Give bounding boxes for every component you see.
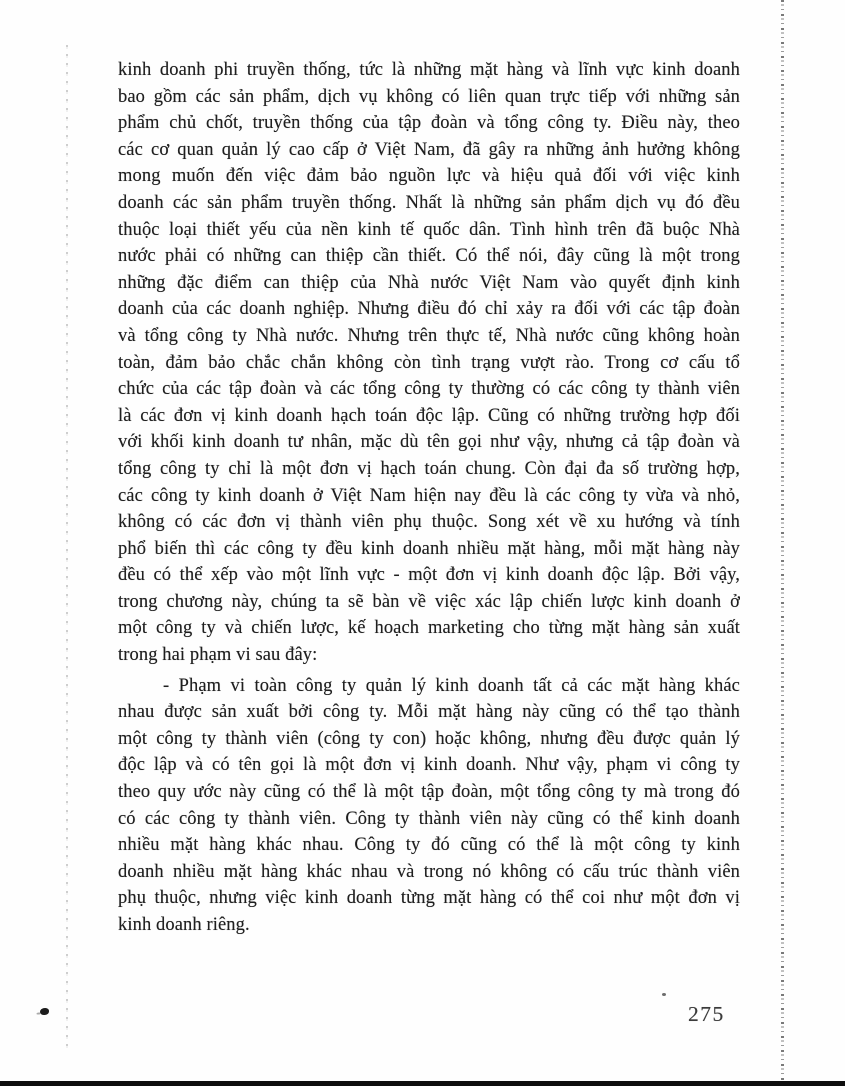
scan-artifact-right-speckle-band — [781, 0, 784, 1080]
text-line: theo quy ước này cũng có thể là một tập đoàn, một tổng công ty mà trong đó — [118, 782, 740, 803]
text-line: nhau được sản xuất bởi công ty. Mỗi mặt hàng này cũng có thể tạo thành — [118, 702, 740, 723]
text-line: kinh doanh riêng. — [118, 915, 250, 935]
scan-artifact-left-dotted-line — [66, 45, 68, 1050]
text-line: một công ty thành viên (công ty con) hoặc không, nhưng đều được quản lý — [118, 728, 740, 749]
text-line: tổng công ty chỉ là một đơn vị hạch toán chung. Còn đại đa số trường hợp, — [118, 458, 740, 479]
text-line: trong chương này, chúng ta sẽ bàn về việc xác lập chiến lược kinh doanh ở — [118, 591, 740, 612]
text-line: doanh của các doanh nghiệp. Nhưng điều đó chỉ xảy ra đối với các tập đoàn — [118, 299, 740, 320]
scan-artifact-bottom-black-bar — [0, 1081, 845, 1086]
text-line: phẩm chủ chốt, truyền thống của tập đoàn và tổng công ty. Điều này, theo — [118, 113, 740, 134]
text-line: các công ty kinh doanh ở Việt Nam hiện nay đều là các công ty vừa và nhỏ, — [118, 485, 740, 506]
text-line: và tổng công ty Nhà nước. Nhưng trên thực tế, Nhà nước cũng không hoàn — [118, 325, 740, 346]
text-line: kinh doanh phi truyền thống, tức là những mặt hàng và lĩnh vực kinh doanh — [118, 60, 740, 80]
text-line: chức của các tập đoàn và các tổng công ty thường có các công ty thành viên — [118, 379, 740, 400]
text-line: nhiều mặt hàng khác nhau. Công ty đó cũng có thể là một công ty kinh — [118, 835, 740, 856]
text-line: không có các đơn vị thành viên phụ thuộc. Song xét về xu hướng và tính — [118, 512, 740, 533]
text-line: độc lập và có tên gọi là một đơn vị kinh doanh. Như vậy, phạm vi công ty — [118, 755, 740, 776]
text-line: thuộc loại thiết yếu của nền kinh tế quốc dân. Tình hình trên đã buộc Nhà — [118, 219, 740, 240]
text-line: một công ty và chiến lược, kế hoạch marketing cho từng mặt hàng sản xuất — [118, 618, 740, 639]
text-line: nước phải có những can thiệp cần thiết. Có thể nói, đây cũng là một trong — [118, 246, 740, 267]
text-line: mong muốn đến việc đảm bảo nguồn lực và hiệu quả đối với việc kinh — [118, 166, 740, 187]
text-line: bao gồm các sản phẩm, dịch vụ không có liên quan trực tiếp với những sản — [118, 86, 740, 107]
page-number: 275 — [688, 1002, 725, 1026]
text-line: với khối kinh doanh tư nhân, mặc dù tên gọi như vậy, nhưng cả tập đoàn và — [118, 432, 740, 453]
paragraph — [118, 57, 740, 669]
text-line: phụ thuộc, nhưng việc kinh doanh từng mặt hàng có thể coi như một đơn vị — [118, 888, 740, 909]
text-line: trong hai phạm vi sau đây: — [118, 645, 318, 666]
paragraph — [118, 673, 740, 939]
text-line: là các đơn vị kinh doanh hạch toán độc lập. Cũng có những trường hợp đối — [118, 405, 740, 426]
text-line: những đặc điểm can thiệp của Nhà nước Việt Nam vào quyết định kinh — [118, 272, 740, 293]
text-line: doanh các sản phẩm truyền thống. Nhất là những sản phẩm dịch vụ đó đều — [118, 192, 740, 213]
text-block — [118, 57, 740, 939]
text-line: đều có thể xếp vào một lĩnh vực - một đơn vị kinh doanh độc lập. Bởi vậy, — [118, 565, 740, 586]
text-line: - Phạm vi toàn công ty quản lý kinh doanh tất cả các mặt hàng khác — [163, 675, 740, 696]
text-line: doanh nhiều mặt hàng khác nhau và trong nó không có cấu trúc thành viên — [118, 861, 740, 882]
ink-blob — [40, 1008, 49, 1015]
text-line: các cơ quan quản lý cao cấp ở Việt Nam, đã gây ra những ảnh hưởng không — [118, 139, 740, 160]
text-line: phổ biến thì các công ty đều kinh doanh nhiều mặt hàng, mỗi mặt hàng này — [118, 538, 740, 559]
text-line: toàn, đảm bảo chắc chắn không còn tình trạng vượt rào. Trong cơ cấu tổ — [118, 352, 740, 373]
ink-speck — [662, 993, 666, 996]
text-line: có các công ty thành viên. Công ty thành viên này cũng có thể kinh doanh — [118, 808, 740, 829]
